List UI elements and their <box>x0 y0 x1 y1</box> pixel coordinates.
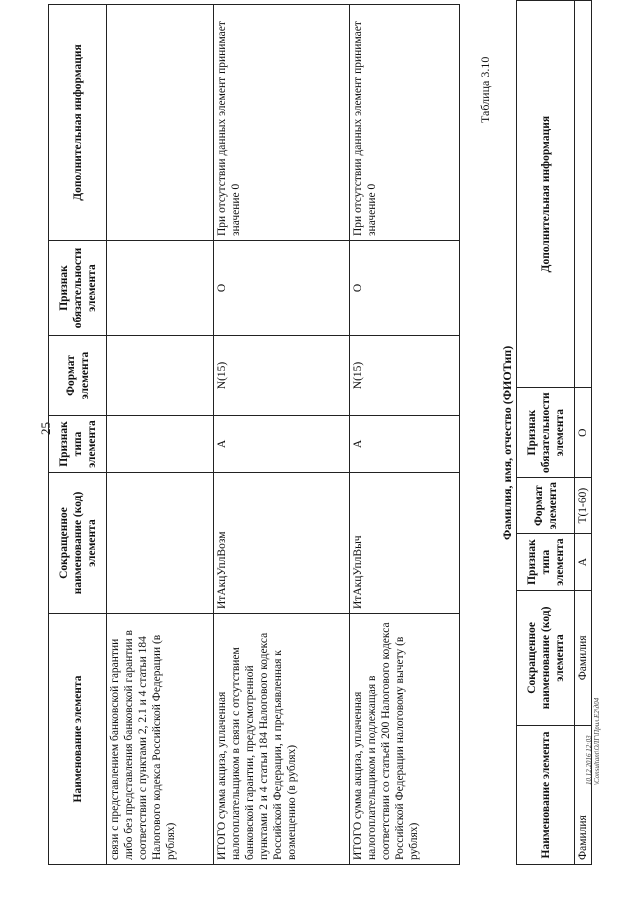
header-format: Формат элемента <box>517 477 575 533</box>
header-info: Дополнительная информация <box>517 1 575 388</box>
cell-format: N(15) <box>350 336 460 416</box>
header-info: Дополнительная информация <box>49 5 107 241</box>
cell-required: О <box>214 241 350 336</box>
cell-required: О <box>350 241 460 336</box>
header-name: Наименование элемента <box>517 725 575 864</box>
header-name: Наименование элемента <box>49 614 107 865</box>
cell-code: ИтАкцУплВыч <box>350 473 460 614</box>
page-number: 25 <box>38 422 53 435</box>
table-header-row <box>517 1 575 865</box>
cell-info <box>107 5 214 241</box>
cell-info <box>575 1 592 388</box>
cell-required <box>107 241 214 336</box>
cell-format: N(15) <box>214 336 350 416</box>
header-required: Признак обязательности элемента <box>49 241 107 336</box>
cell-name: ИТОГО сумма акциза, уплаченная налогоплательщиком в связи с отсутствием банковской гарантии, предусмотренной пунктами 2 и 4 статьи 184 Налогового кодекса Российской Федерации, и предъявленная к возмещению (в рублях) <box>214 614 350 865</box>
table-header-row <box>49 5 107 865</box>
cell-name: Фамилия <box>575 725 592 864</box>
cell-code: ИтАкцУплВозм <box>214 473 350 614</box>
table-number: Таблица 3.10 <box>478 56 492 123</box>
table-row <box>350 5 460 865</box>
cell-type: А <box>575 534 592 590</box>
cell-type <box>107 416 214 473</box>
cell-name: ИТОГО сумма акциза, уплаченная налогоплательщиком и подлежащая в соответствии со статьей 200 Налогового кодекса Российской Федерации налоговому вычету (в рублях) <box>350 614 460 865</box>
header-code: Сокращенное наименование (код) элемента <box>49 473 107 614</box>
cell-format: T(1-60) <box>575 477 592 533</box>
stamp-line-1: 10.12.2016 12:03 <box>585 735 593 785</box>
cell-name: связи с представлением банковской гарантии либо без представления банковской гарантии в соответствии с пунктами 2, 2.1 и 4 статьи 184 Налогового кодекса Российской Федерации (в рублях) <box>107 614 214 865</box>
cell-format <box>107 336 214 416</box>
main-table <box>48 4 460 865</box>
cell-code: Фамилия <box>575 590 592 725</box>
table-title: Фамилия, имя, отчество (ФИОТип) <box>500 345 514 540</box>
fio-table <box>516 0 592 865</box>
cell-type: А <box>214 416 350 473</box>
header-type: Признак типа элемента <box>49 416 107 473</box>
header-code: Сокращенное наименование (код) элемента <box>517 590 575 725</box>
cell-code <box>107 473 214 614</box>
table-row <box>214 5 350 865</box>
cell-type: А <box>350 416 460 473</box>
header-format: Формат элемента <box>49 336 107 416</box>
table-row <box>107 5 214 865</box>
header-required: Признак обязательности элемента <box>517 388 575 478</box>
header-type: Признак типа элемента <box>517 534 575 590</box>
cell-info: При отсутствии данных элемент принимает значение 0 <box>214 5 350 241</box>
cell-info: При отсутствии данных элемент принимает значение 0 <box>350 5 460 241</box>
footer-stamp <box>585 698 601 785</box>
cell-required: О <box>575 388 592 478</box>
stamp-line-2: \Consultant\ОЛГ\Прил.Е2\д04 <box>593 697 601 785</box>
